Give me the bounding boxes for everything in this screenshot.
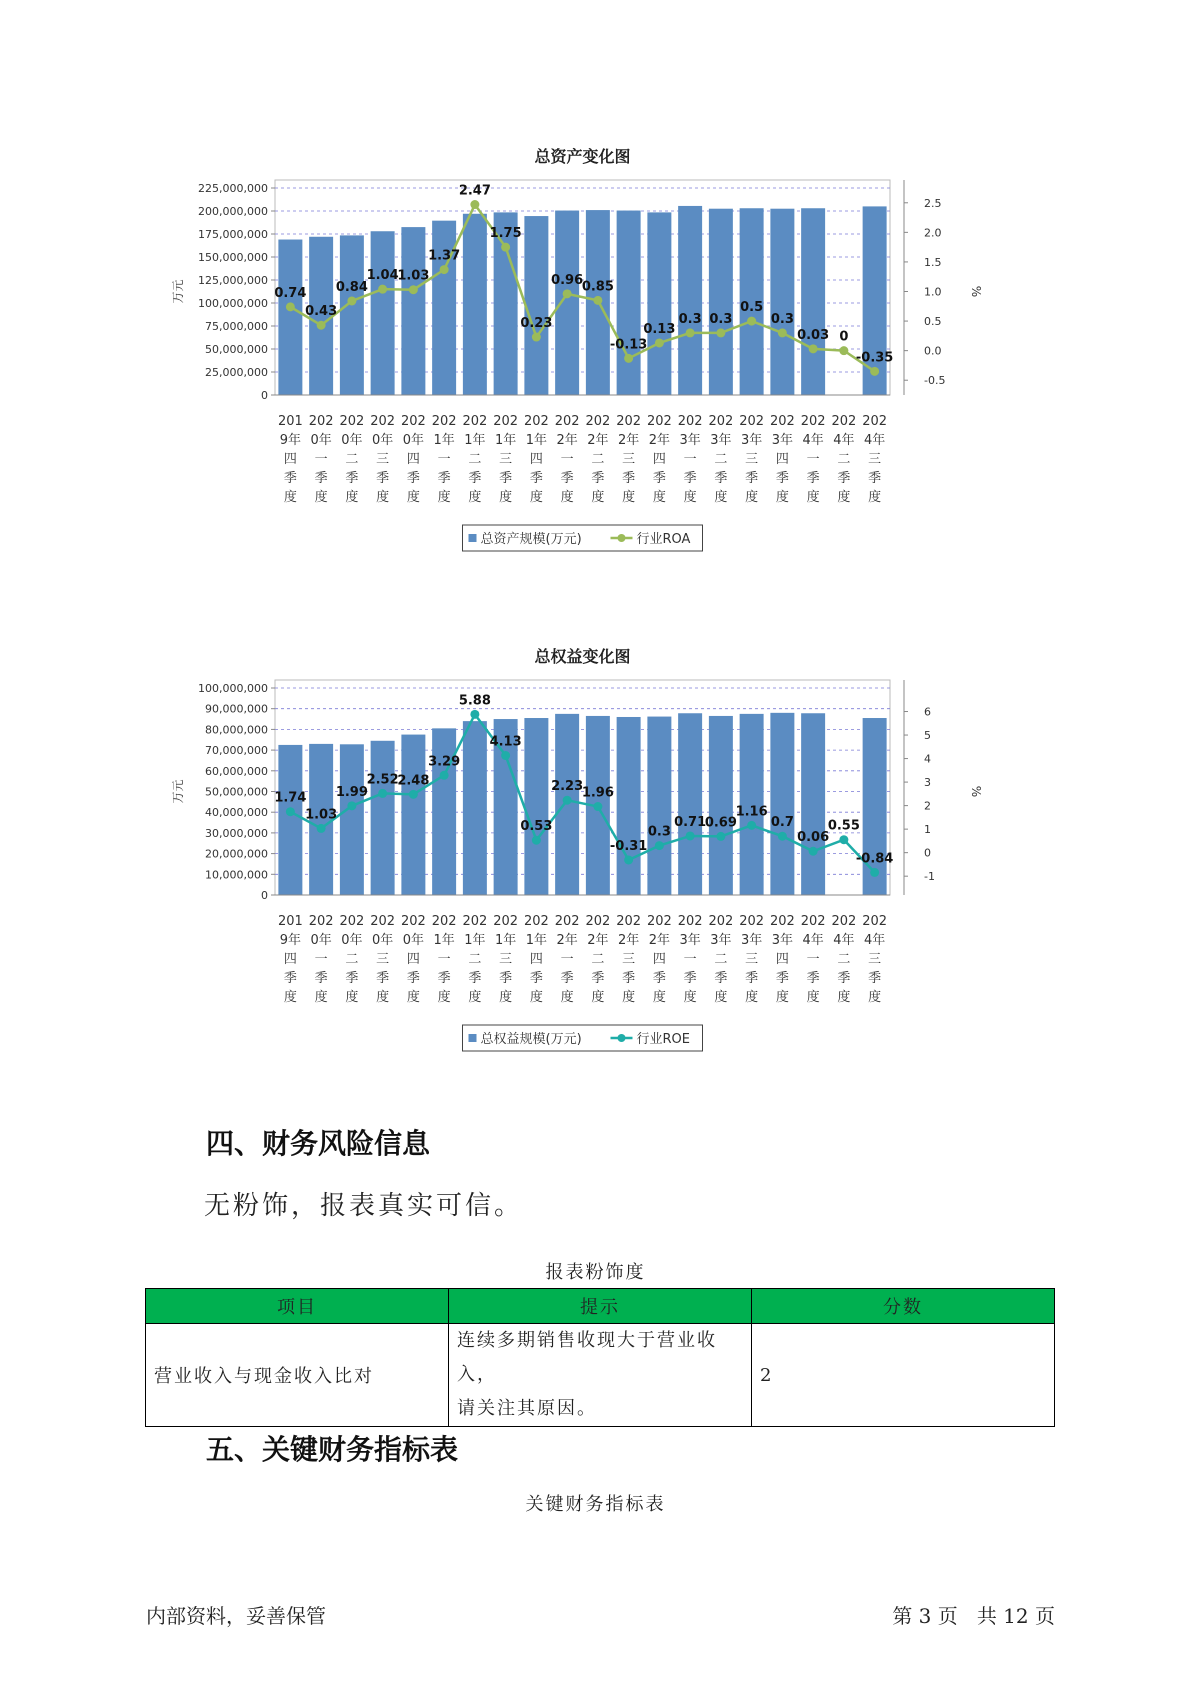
x-tick-label: 202 4年三季度 xyxy=(862,914,888,1005)
y2-tick-label: 4 xyxy=(924,752,931,766)
x-tick-label: 202 1年二季度 xyxy=(462,414,488,505)
x-tick-label: 202 3年三季度 xyxy=(739,914,765,1005)
legend-line-marker xyxy=(618,1034,626,1042)
y-tick-label: 90,000,000 xyxy=(205,702,268,716)
bar xyxy=(524,216,548,395)
line-point xyxy=(440,771,449,780)
y-tick-label: 50,000,000 xyxy=(205,785,268,799)
line-point xyxy=(563,796,572,805)
bar xyxy=(647,212,671,395)
line-point xyxy=(593,296,602,305)
x-tick-label: 202 1年一季度 xyxy=(431,914,457,1005)
line-point xyxy=(593,802,602,811)
y-tick-label: 70,000,000 xyxy=(205,744,268,758)
line-point xyxy=(532,333,541,342)
data-label: 0.85 xyxy=(581,279,614,295)
x-tick-label: 202 0年二季度 xyxy=(339,414,365,505)
line-point xyxy=(470,200,479,209)
risk-section-title: 四、财务风险信息 xyxy=(206,1127,431,1160)
data-label: 4.13 xyxy=(489,734,522,750)
x-tick-label: 202 4年三季度 xyxy=(862,414,888,505)
y2-tick-label: 1.5 xyxy=(924,255,942,269)
y-tick-label: 100,000,000 xyxy=(198,682,268,695)
data-label: 1.74 xyxy=(274,790,307,806)
table-header-row xyxy=(146,1289,1055,1324)
line-point xyxy=(778,832,787,841)
line-point xyxy=(286,807,295,816)
y-tick-label: 30,000,000 xyxy=(205,826,268,840)
x-tick-label: 202 2年一季度 xyxy=(554,914,580,1005)
x-tick-label: 202 2年四季度 xyxy=(646,914,672,1005)
x-tick-label: 202 1年四季度 xyxy=(523,414,549,505)
data-label: 1.03 xyxy=(305,807,338,823)
y-axis-label: 万元 xyxy=(171,779,185,804)
line-point xyxy=(716,832,725,841)
x-tick-label: 202 0年一季度 xyxy=(308,914,334,1005)
data-label: 0.5 xyxy=(740,300,764,316)
line-point xyxy=(378,285,387,294)
cell-hint xyxy=(449,1324,752,1427)
chart-title: 总权益变化图 xyxy=(534,647,631,666)
line-point xyxy=(409,790,418,799)
x-tick-label: 202 2年二季度 xyxy=(585,914,611,1005)
data-label: 3.29 xyxy=(428,754,461,770)
legend-bar-label: 总权益规模(万元) xyxy=(480,1032,582,1047)
y2-tick-label: 2 xyxy=(924,799,931,813)
line-point xyxy=(286,302,295,311)
x-tick-label: 202 1年三季度 xyxy=(493,914,519,1005)
x-tick-label: 202 0年三季度 xyxy=(370,414,396,505)
line-point xyxy=(440,265,449,274)
data-label: 0.06 xyxy=(797,830,830,846)
line-point xyxy=(624,855,633,864)
x-tick-label: 202 2年四季度 xyxy=(646,414,672,505)
x-tick-label: 202 2年三季度 xyxy=(616,414,642,505)
line-point xyxy=(378,789,387,798)
y2-tick-label: -1 xyxy=(924,870,935,884)
bar xyxy=(371,741,395,895)
table-row xyxy=(146,1324,1055,1427)
x-tick-label: 202 0年一季度 xyxy=(308,414,334,505)
x-tick-label: 202 3年四季度 xyxy=(769,414,795,505)
x-tick-label: 202 3年二季度 xyxy=(708,914,734,1005)
y-tick-label: 225,000,000 xyxy=(198,182,268,195)
data-label: 0.71 xyxy=(674,814,707,830)
x-tick-label: 202 2年二季度 xyxy=(585,414,611,505)
bar xyxy=(463,214,487,395)
legend-bar-swatch xyxy=(469,1034,477,1042)
line-point xyxy=(778,328,787,337)
y-tick-label: 50,000,000 xyxy=(205,343,268,356)
x-tick-label: 201 9年四季度 xyxy=(277,414,303,505)
bar xyxy=(401,227,425,395)
bar xyxy=(647,717,671,895)
line-point xyxy=(655,841,664,850)
y2-tick-label: 0.5 xyxy=(924,315,942,329)
data-label: 2.23 xyxy=(551,779,584,795)
y-tick-label: 0 xyxy=(261,889,268,902)
data-label: 0.84 xyxy=(335,279,368,295)
table-caption: 报表粉饰度 xyxy=(545,1262,646,1283)
data-label: 2.47 xyxy=(458,183,491,199)
data-label: 1.37 xyxy=(428,248,461,264)
x-tick-label: 202 0年三季度 xyxy=(370,914,396,1005)
data-label: 0.23 xyxy=(520,316,553,332)
line-point xyxy=(747,317,756,326)
x-tick-label: 202 0年四季度 xyxy=(400,414,426,505)
bar xyxy=(801,713,825,895)
bar xyxy=(801,208,825,395)
y-tick-label: 20,000,000 xyxy=(205,847,268,861)
data-label: 1.96 xyxy=(581,785,614,801)
legend-line-label: 行业ROA xyxy=(636,532,691,547)
cell-hint-line2: 请关注其原因。 xyxy=(457,1398,597,1419)
line-point xyxy=(686,831,695,840)
y-tick-label: 125,000,000 xyxy=(198,274,268,287)
data-label: 1.75 xyxy=(489,226,522,242)
line-point xyxy=(809,847,818,856)
data-label: 2.48 xyxy=(397,773,430,789)
line-point xyxy=(470,710,479,719)
bar xyxy=(555,211,579,395)
y-tick-label: 25,000,000 xyxy=(205,366,268,379)
line-point xyxy=(501,751,510,760)
bar xyxy=(709,209,733,395)
y2-tick-label: 2.0 xyxy=(924,226,942,240)
x-tick-label: 202 3年一季度 xyxy=(677,914,703,1005)
data-label: 2.52 xyxy=(366,772,399,788)
header-item: 项目 xyxy=(146,1289,449,1324)
y2-axis-label: % xyxy=(969,785,983,798)
data-label: 1.04 xyxy=(366,268,399,284)
data-label: 0.3 xyxy=(709,311,733,327)
x-tick-label: 202 1年二季度 xyxy=(462,914,488,1005)
x-tick-label: 202 0年四季度 xyxy=(400,914,426,1005)
x-tick-label: 202 1年一季度 xyxy=(431,414,457,505)
data-label: 1.03 xyxy=(397,268,430,284)
bar xyxy=(340,744,364,895)
y-tick-label: 150,000,000 xyxy=(198,251,268,264)
data-label: 0.53 xyxy=(520,819,553,835)
footer-page-number: 第 3 页 共 12 页 xyxy=(892,1604,1055,1628)
data-label: 1.16 xyxy=(735,804,768,820)
line-point xyxy=(870,868,879,877)
bar xyxy=(617,211,641,395)
data-label: 0.13 xyxy=(643,321,676,337)
cell-score: 2 xyxy=(752,1324,1055,1427)
data-label: 0.69 xyxy=(704,815,737,831)
legend-line-marker xyxy=(618,534,626,542)
y2-tick-label: 2.5 xyxy=(924,196,942,210)
y-tick-label: 60,000,000 xyxy=(205,764,268,778)
y-tick-label: 80,000,000 xyxy=(205,723,268,737)
x-tick-label: 202 1年四季度 xyxy=(523,914,549,1005)
cell-hint-line1: 连续多期销售收现大于营业收入， xyxy=(457,1330,717,1385)
header-score: 分数 xyxy=(752,1289,1055,1324)
data-label: -0.13 xyxy=(609,337,648,353)
line-point xyxy=(655,338,664,347)
line-point xyxy=(839,346,848,355)
line-point xyxy=(716,328,725,337)
y2-tick-label: 0.0 xyxy=(924,344,942,358)
line-point xyxy=(532,836,541,845)
x-tick-label: 202 3年一季度 xyxy=(677,414,703,505)
x-tick-label: 202 3年二季度 xyxy=(708,414,734,505)
data-label: 0.74 xyxy=(274,285,307,301)
bar xyxy=(770,713,794,895)
bar xyxy=(709,716,733,895)
risk-summary: 无粉饰，报表真实可信。 xyxy=(204,1191,524,1221)
line-point xyxy=(347,801,356,810)
data-label: 0.43 xyxy=(305,304,338,320)
x-tick-label: 202 0年二季度 xyxy=(339,914,365,1005)
data-label: 0.96 xyxy=(551,272,584,288)
line-point xyxy=(409,285,418,294)
x-tick-label: 201 9年四季度 xyxy=(277,914,303,1005)
bar xyxy=(432,221,456,395)
total-equity-chart-svg xyxy=(160,640,983,1080)
y-axis-label: 万元 xyxy=(171,279,185,304)
x-tick-label: 202 4年二季度 xyxy=(831,914,857,1005)
risk-table xyxy=(145,1288,1055,1427)
line-point xyxy=(563,289,572,298)
line-point xyxy=(747,821,756,830)
data-label: -0.35 xyxy=(855,350,894,366)
key-metrics-caption: 关键财务指标表 xyxy=(525,1494,666,1515)
bar xyxy=(770,209,794,395)
y2-tick-label: 1.0 xyxy=(924,285,942,299)
line-point xyxy=(839,835,848,844)
line-point xyxy=(347,296,356,305)
x-tick-label: 202 2年三季度 xyxy=(616,914,642,1005)
y-tick-label: 0 xyxy=(261,389,268,402)
y2-tick-label: 3 xyxy=(924,776,931,790)
bar xyxy=(278,745,302,895)
footer-confidential: 内部资料，妥善保管 xyxy=(146,1604,326,1628)
bar xyxy=(617,717,641,895)
line-point xyxy=(870,367,879,376)
line-point xyxy=(624,354,633,363)
legend-bar-swatch xyxy=(469,534,477,542)
x-tick-label: 202 1年三季度 xyxy=(493,414,519,505)
bar xyxy=(371,231,395,395)
data-label: 0.3 xyxy=(678,311,702,327)
line-point xyxy=(317,824,326,833)
data-label: -0.84 xyxy=(855,851,894,867)
header-hint: 提示 xyxy=(449,1289,752,1324)
data-label: -0.31 xyxy=(609,838,648,854)
line-point xyxy=(686,328,695,337)
y-tick-label: 200,000,000 xyxy=(198,205,268,218)
y-tick-label: 100,000,000 xyxy=(198,297,268,310)
data-label: 0.03 xyxy=(797,327,830,343)
y2-axis-label: % xyxy=(969,285,983,298)
x-tick-label: 202 3年三季度 xyxy=(739,414,765,505)
data-label: 5.88 xyxy=(458,693,491,709)
x-tick-label: 202 3年四季度 xyxy=(769,914,795,1005)
legend-bar-label: 总资产规模(万元) xyxy=(480,532,582,547)
cell-item: 营业收入与现金收入比对 xyxy=(146,1324,449,1427)
y2-tick-label: 6 xyxy=(924,705,931,719)
y2-tick-label: -0.5 xyxy=(924,374,946,388)
bar xyxy=(524,718,548,895)
bar xyxy=(401,735,425,895)
data-label: 0.3 xyxy=(770,311,794,327)
x-tick-label: 202 4年一季度 xyxy=(800,914,826,1005)
bar xyxy=(463,721,487,895)
bar xyxy=(678,206,702,395)
line-point xyxy=(317,321,326,330)
y-tick-label: 10,000,000 xyxy=(205,868,268,882)
legend-line-label: 行业ROE xyxy=(636,1032,690,1047)
data-label: 0.55 xyxy=(827,818,860,834)
data-label: 0.7 xyxy=(770,815,794,831)
line-point xyxy=(809,344,818,353)
y-tick-label: 75,000,000 xyxy=(205,320,268,333)
total-assets-chart xyxy=(160,140,983,580)
total-assets-chart-svg xyxy=(160,140,983,580)
x-tick-label: 202 4年二季度 xyxy=(831,414,857,505)
total-equity-chart xyxy=(160,640,983,1080)
y-tick-label: 40,000,000 xyxy=(205,806,268,820)
chart-title: 总资产变化图 xyxy=(534,147,631,166)
key-metrics-title: 五、关键财务指标表 xyxy=(206,1433,459,1466)
y-tick-label: 175,000,000 xyxy=(198,228,268,241)
line-point xyxy=(501,243,510,252)
data-label: 0.3 xyxy=(647,824,671,840)
bar xyxy=(278,240,302,395)
x-tick-label: 202 4年一季度 xyxy=(800,414,826,505)
bar xyxy=(678,713,702,895)
y2-tick-label: 1 xyxy=(924,823,931,837)
data-label: 0 xyxy=(839,329,849,345)
bar xyxy=(340,235,364,395)
y2-tick-label: 0 xyxy=(924,846,931,860)
x-tick-label: 202 2年一季度 xyxy=(554,414,580,505)
y2-tick-label: 5 xyxy=(924,729,931,743)
data-label: 1.99 xyxy=(335,784,368,800)
